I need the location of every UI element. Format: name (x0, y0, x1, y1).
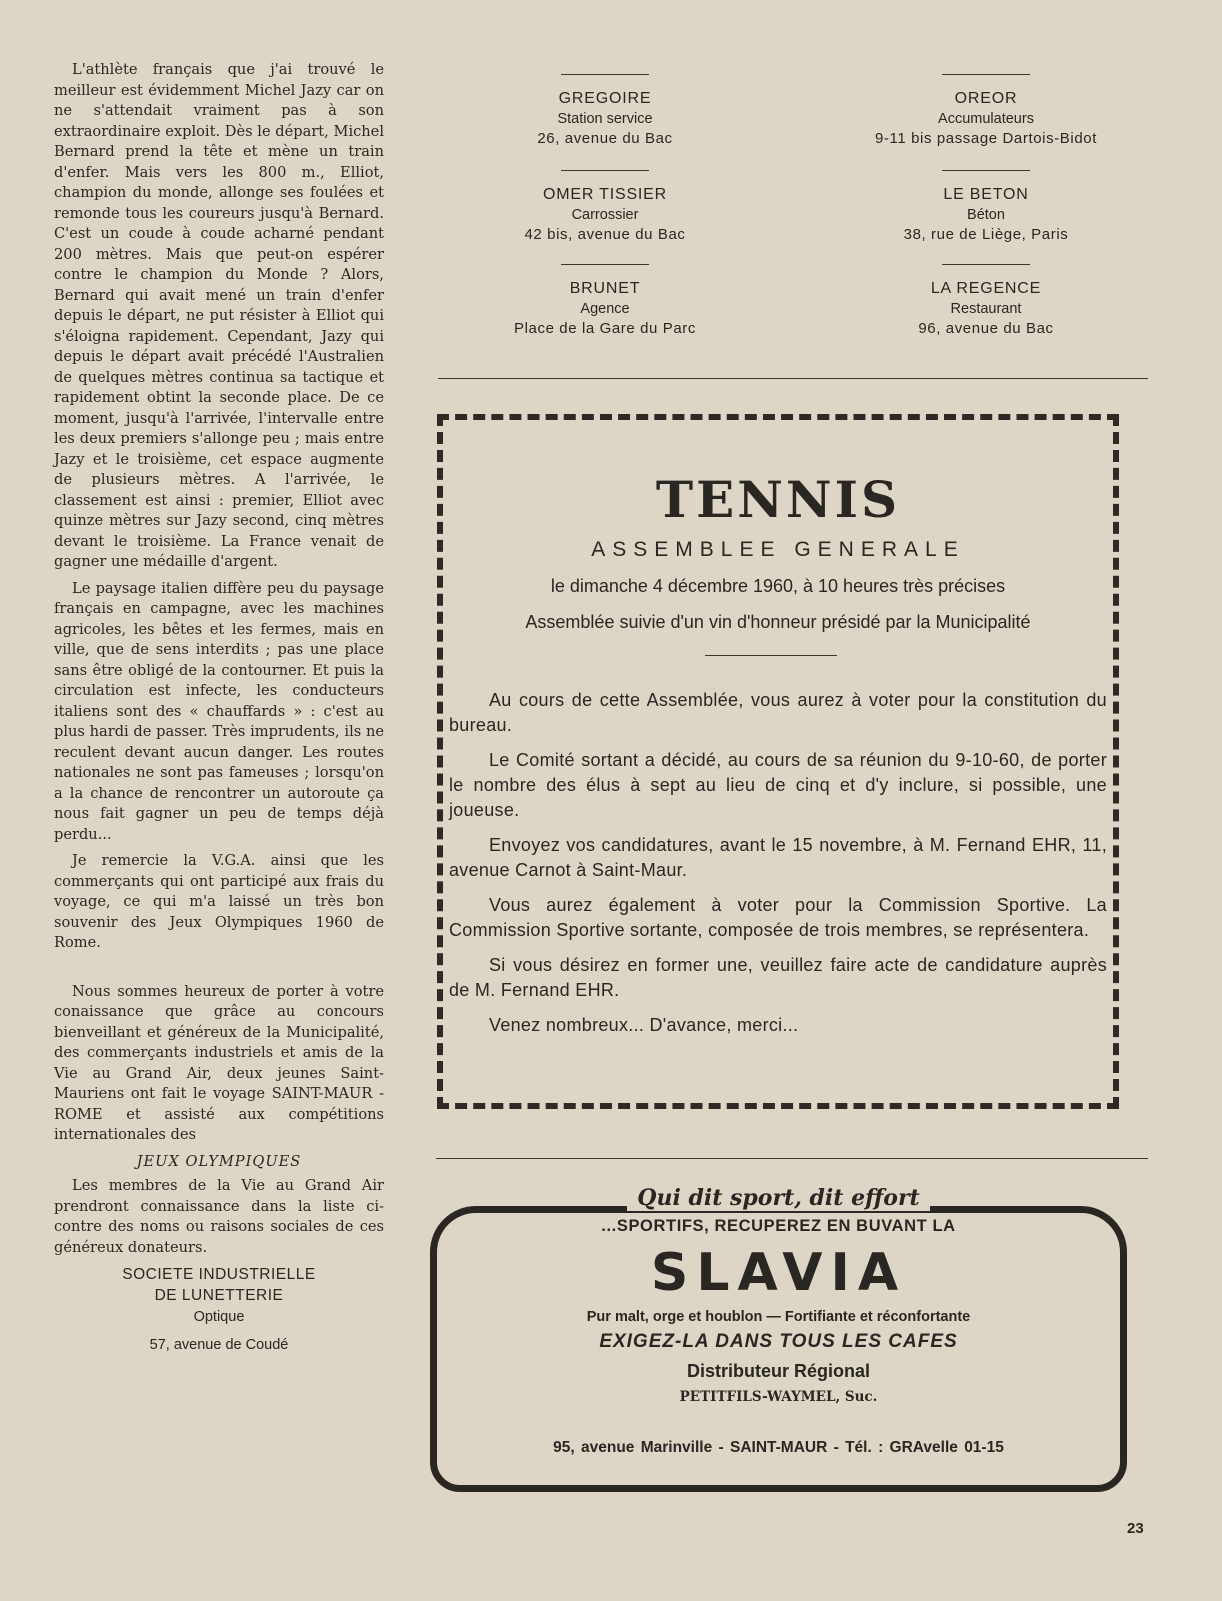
sponsor-oreor (836, 74, 1136, 149)
tennis-paragraph: Si vous désirez en former une, veuillez faire acte de candidature auprès de M. Fernand EHR. (449, 955, 1107, 1000)
sponsor-rule (561, 170, 649, 171)
first-donor-type: Optique (193, 1309, 245, 1325)
slavia-brand: SLAVIA (650, 1243, 907, 1303)
slavia-distributor: Distributeur Régional (686, 1361, 870, 1381)
tennis-notice-box (437, 414, 1119, 1109)
sponsor-name: LE BETON (943, 186, 1029, 203)
section-divider (438, 378, 1148, 379)
first-donor-address: 57, avenue de Coudé (149, 1337, 289, 1353)
sponsor-rule (561, 74, 649, 75)
sponsor-type: Accumulateurs (938, 111, 1034, 127)
sponsor-rule (942, 170, 1030, 171)
sponsor-rule (561, 264, 649, 265)
sponsor-address: 96, avenue du Bac (918, 320, 1054, 337)
article-paragraph-3: Je remercie la V.G.A. ainsi que les commerçants qui ont participé aux frais du voyage, ce qui m'a laissé un très bon souvenir des Jeux Olympiques 1960 de Rome. (54, 852, 384, 951)
article-paragraph-1: L'athlète français que j'ai trouvé le meilleur est évidemment Michel Jazy car on ne s'attendait vraiment pas à son extraordinaire exploit. Dès le départ, Michel Bernard prend la tête et mène un train d'enfer. Mais vers les 800 m., Elliot, champion du monde, allonge ses foulées et remonde tous les coureurs jusqu'à Bernard. C'est un coude à coude acharné pendant 200 mètres. Mais que peut-on espérer contre le champion du Monde ? Alors, Bernard qui avait mené un train d'enfer depuis le départ, ne put résister à Elliot qui s'éloigna rapidement. Cependant, Jazy qui depuis le départ avait précédé l'Australien de quelques mètres continua sa tactique et rapidement obtint la seconde place. De ce moment, jusqu'à l'arrivée, l'intervalle entre les deux premiers s'allonge peu ; mais entre Jazy et le troisième, cet espace augmente de plusieurs mètres. A l'arrivée, le classement est ainsi : premier, Elliot avec quinze mètres sur Jazy second, cinq mètres devant le troisième. La France venait de gagner une médaille d'argent. (54, 61, 384, 570)
article-paragraph-2: Le paysage italien diffère peu du paysage français en campagne, avec les machines agricoles, les bêtes et les fermes, mais en ville, que de sens interdits ; pas une place sans être obligé de la contourner. Et puis la circulation est infecte, les conducteurs italiens sont des « chauffards » : c'est au plus hardi de passer. Très imprudents, ils ne reculent devant aucun danger. Les routes nationales ne sont pas fameuses ; lorsqu'on a la chance de rencontrer un autoroute ça nous fait gagner un peu de temps déjà perdu... (54, 579, 384, 843)
slavia-exigez: EXIGEZ-LA DANS TOUS LES CAFES (599, 1331, 958, 1352)
sponsor-brunet (455, 264, 755, 339)
tennis-paragraph: Au cours de cette Assemblée, vous aurez à voter pour la constitution du bureau. (449, 690, 1107, 735)
sponsor-name: LA REGENCE (930, 280, 1042, 297)
sponsor-name: BRUNET (569, 280, 641, 297)
sponsor-omer-tissier (455, 170, 755, 245)
tennis-reception-line: Assemblée suivie d'un vin d'honneur présidé par la Municipalité (525, 612, 1031, 632)
page-number: 23 (1127, 1520, 1144, 1537)
jeux-olympiques-heading: JEUX OLYMPIQUES (136, 1152, 302, 1170)
sponsor-type: Restaurant (950, 301, 1022, 317)
sponsor-address: 42 bis, avenue du Bac (524, 226, 686, 243)
slavia-slogan-text: Qui dit sport, dit effort (627, 1185, 929, 1211)
tennis-title: TENNIS (655, 470, 901, 529)
slavia-address: 95, avenue Marinville - SAINT-MAUR - Tél. : GRAvelle 01-15 (553, 1439, 1004, 1456)
sponsor-gregoire (455, 74, 755, 149)
tennis-body (449, 688, 1107, 1048)
slavia-headline: ...SPORTIFS, RECUPEREZ EN BUVANT LA (601, 1217, 956, 1235)
article-column (54, 60, 384, 1356)
sponsor-rule (942, 74, 1030, 75)
sponsor-name: OREOR (954, 90, 1018, 107)
tennis-paragraph: Envoyez vos candidatures, avant le 15 novembre, à M. Fernand EHR, 11, avenue Carnot à Saint-Maur. (449, 835, 1107, 880)
slavia-tagline: Pur malt, orge et houblon — Fortifiante et réconfortante (586, 1309, 971, 1325)
sponsor-name: GREGOIRE (558, 90, 652, 107)
sponsor-name: OMER TISSIER (543, 186, 667, 203)
sponsor-address: 26, avenue du Bac (537, 130, 673, 147)
slavia-advertisement (430, 1185, 1127, 1492)
first-donor (54, 1264, 384, 1356)
tennis-paragraph: Vous aurez également à voter pour la Commission Sportive. La Commission Sportive sortante, composée de trois membres, se représentera. (449, 895, 1107, 940)
sponsor-address: Place de la Gare du Parc (514, 320, 696, 337)
sponsor-type: Béton (967, 207, 1005, 223)
sponsor-type: Agence (580, 301, 630, 317)
sponsor-le-beton (836, 170, 1136, 245)
tennis-divider (705, 655, 837, 656)
sponsor-type: Carrossier (571, 207, 639, 223)
slavia-successor: PETITFILS-WAYMEL, Suc. (679, 1389, 878, 1405)
sponsor-address: 9-11 bis passage Dartois-Bidot (875, 130, 1097, 147)
sponsor-type: Station service (557, 111, 653, 127)
tennis-paragraph: Venez nombreux... D'avance, merci... (489, 1015, 799, 1035)
sponsor-la-regence (836, 264, 1136, 339)
section-divider (436, 1158, 1148, 1159)
article-paragraph-5: Les membres de la Vie au Grand Air prendront connaissance dans la liste ci-contre des noms ou raisons sociales de ces généreux donateurs. (54, 1177, 384, 1256)
slavia-slogan (437, 1185, 1120, 1211)
tennis-paragraph: Le Comité sortant a décidé, au cours de sa réunion du 9-10-60, de porter le nombre des élus à sept au lieu de cinq et d'y inclure, si possible, une joueuse. (449, 750, 1107, 820)
tennis-date: le dimanche 4 décembre 1960, à 10 heures très précises (550, 576, 1006, 596)
first-donor-name-1: SOCIETE INDUSTRIELLE (122, 1266, 316, 1283)
tennis-subtitle: ASSEMBLEE GENERALE (591, 538, 965, 561)
article-paragraph-4: Nous sommes heureux de porter à votre conaissance que grâce au concours bienveillant et généreux de la Municipalité, des commerçants industriels et amis de la Vie au Grand Air, deux jeunes Saint-Mauriens ont fait le voyage SAINT-MAUR - ROME et assisté aux compétitions internationales des (54, 982, 384, 1143)
first-donor-name-2: DE LUNETTERIE (154, 1287, 284, 1304)
sponsor-address: 38, rue de Liège, Paris (903, 226, 1069, 243)
sponsor-rule (942, 264, 1030, 265)
